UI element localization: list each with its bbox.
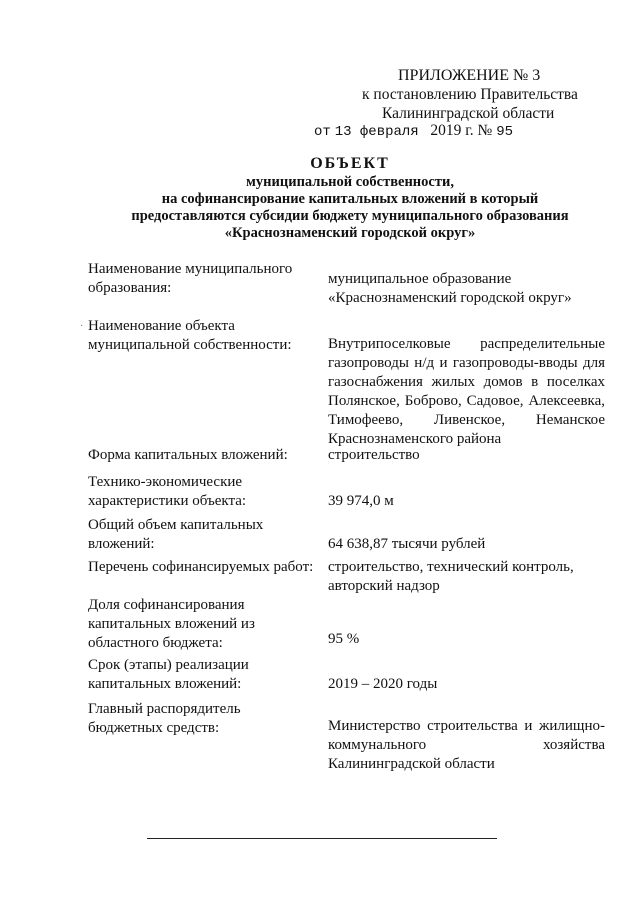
- label-line: образования:: [88, 280, 172, 296]
- label-investment-form: Форма капитальных вложений:: [88, 447, 288, 463]
- value-share: 95 %: [328, 631, 360, 647]
- appendix-number: 95: [496, 124, 514, 140]
- label-line: бюджетных средств:: [88, 720, 220, 736]
- label-word: реализации: [175, 657, 249, 673]
- appendix-title: ПРИЛОЖЕНИЕ № 3: [398, 67, 541, 84]
- value-technical: 39 974,0 м: [328, 493, 394, 509]
- label-word: Общий: [88, 517, 135, 533]
- label-line: Технико-экономические: [88, 474, 243, 490]
- heading-line-3: предоставляются субсидии бюджету муниципального образования: [131, 208, 569, 224]
- value-municipality: [328, 270, 605, 308]
- label-line: областного бюджета:: [88, 635, 223, 651]
- label-line: капитальных вложений из: [88, 616, 255, 632]
- value-line: авторский надзор: [328, 578, 440, 594]
- value-word: технический: [427, 559, 509, 575]
- value-works: [328, 558, 605, 596]
- footer-divider: [147, 838, 497, 839]
- appendix-date: 13 февраля: [334, 124, 419, 140]
- label-word: муниципального: [185, 261, 293, 277]
- appendix-year: 2019 г. №: [430, 122, 493, 139]
- heading-line-2: на софинансирование капитальных вложений в который: [161, 191, 539, 207]
- label-word: Срок: [88, 657, 121, 673]
- label-works: Перечень софинансируемых работ:: [88, 559, 314, 575]
- heading-line-1: муниципальной собственности,: [246, 174, 454, 190]
- value-volume: 64 638,87 тысячи рублей: [328, 536, 486, 552]
- document-title: ОБЪЕКТ: [310, 155, 390, 172]
- value-word: муниципальное: [328, 271, 429, 287]
- label-word: капитальных: [180, 517, 264, 533]
- value-word: контроль,: [512, 559, 574, 575]
- value-object: Внутрипоселковые распределительные газопроводы н/д и газопроводы-вводы для газоснабжения жилых домов в поселках Полянское, Боброво, Садовое, Алексеевка, Тимофеево, Ливенское, Неманское Краснознаменского района: [328, 336, 605, 447]
- value-word: образование: [432, 271, 512, 287]
- label-volume: [88, 516, 318, 554]
- label-term: [88, 656, 318, 694]
- appendix-region-line: Калининградской области: [382, 105, 555, 122]
- label-word: Наименование: [88, 261, 182, 277]
- value-line: «Краснознаменский городской округ»: [328, 290, 572, 306]
- label-line: капитальных вложений:: [88, 676, 242, 692]
- label-object: [88, 317, 318, 355]
- label-line: Доля софинансирования: [88, 597, 245, 613]
- label-word: (этапы): [124, 657, 172, 673]
- value-investment-form: строительство: [328, 447, 420, 463]
- label-line: вложений:: [88, 536, 155, 552]
- appendix-resolution-line: к постановлению Правительства: [362, 86, 578, 103]
- label-manager: [88, 700, 318, 738]
- label-share: [88, 596, 318, 653]
- label-technical: [88, 473, 318, 511]
- appendix-from: от: [314, 124, 331, 140]
- value-manager: Министерство строительства и жилищно-коммунального хозяйства Калининградской области: [328, 718, 605, 772]
- value-term: 2019 – 2020 годы: [328, 676, 438, 692]
- label-word: объем: [137, 517, 177, 533]
- label-line: характеристики объекта:: [88, 493, 247, 509]
- label-line: Главный распорядитель: [88, 701, 241, 717]
- label-line: Наименование объекта: [88, 318, 235, 334]
- scan-mark: ·: [80, 321, 84, 332]
- heading-line-4: «Краснознаменский городской округ»: [224, 225, 476, 241]
- appendix-date-line: [314, 122, 513, 140]
- label-municipality: [88, 260, 318, 298]
- label-line: муниципальной собственности:: [88, 337, 292, 353]
- value-word: строительство,: [328, 559, 424, 575]
